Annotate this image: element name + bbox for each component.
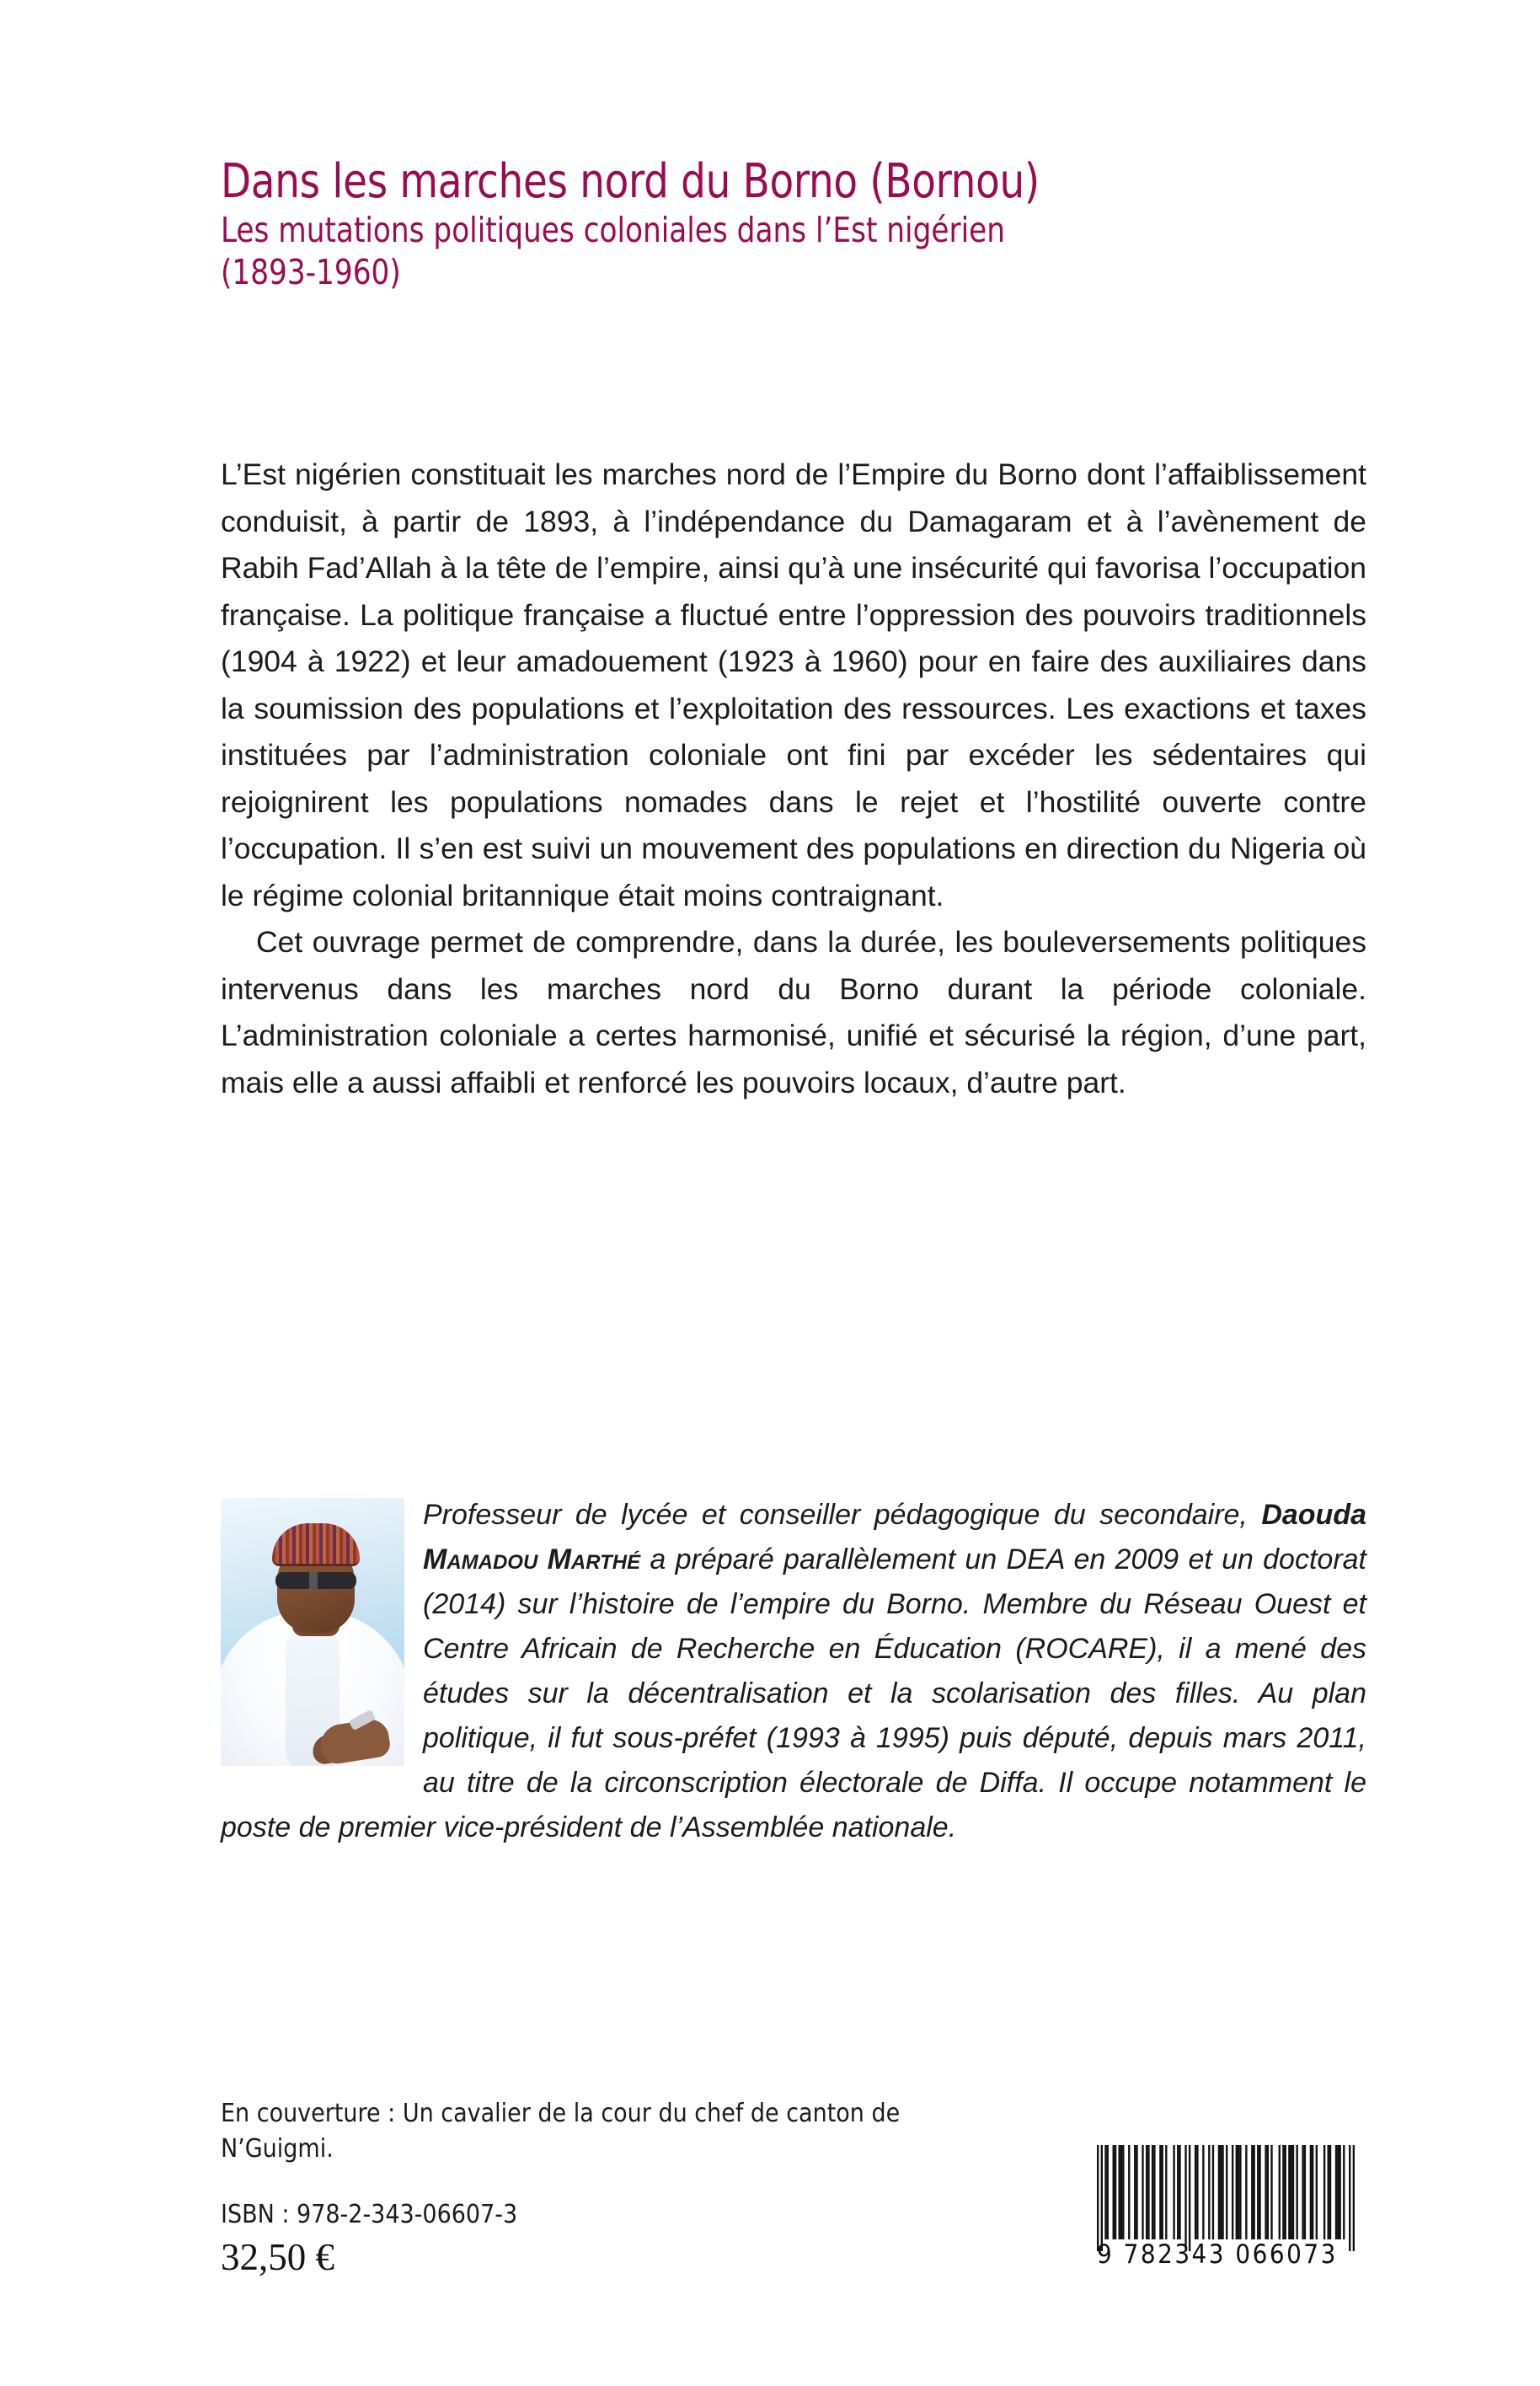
author-bio-rest: a préparé parallèlement un DEA en 2009 et un doctorat (2014) sur l’histoire de l’empire du Borno. Membre du Réseau Ouest et Centre Africain de Recherche en Éducation (ROCARE), il a mené des études sur la décentralisation et la scolarisation des filles. Au plan politique, il fut sous-préfet (1993 à 1995) puis député, depuis mars 2011, au titre de la circonscription électorale de Diffa. Il occupe notamment le poste de premier vice-président de l’Assemblée nationale. xyxy=(221,1543,1367,1843)
barcode xyxy=(1097,2145,1355,2280)
author-bio-intro: Professeur de lycée et conseiller pédagogique du secondaire, xyxy=(423,1499,1262,1531)
portrait-sunglasses xyxy=(275,1572,356,1589)
author-name-smallcaps: Mamadou Marthé xyxy=(423,1543,641,1576)
blurb-paragraph-1: L’Est nigérien constituait les marches nord de l’Empire du Borno dont l’affaiblissement conduisit, à partir de 1893, à l’indépendance du Damagaram et à l’avènement de Rabih Fad’Allah à la tête de l’empire, ainsi qu’à une insécurité qui favorisa l’occupation française. La politique française a fluctué entre l’oppression des pouvoirs traditionnels (1904 à 1922) et leur amadouement (1923 à 1960) pour en faire des auxiliaires dans la soumission des populations et l’exploitation des ressources. Les exactions et taxes instituées par l’administration coloniale ont fini par excéder les sédentaires qui rejoignirent les populations nomades dans le rejet et l’hostilité ouverte contre l’occupation. Il s’en est suivi un mouvement des populations en direction du Nigeria où le régime colonial britannique était moins contraignant. xyxy=(221,457,1366,912)
blurb-paragraph-2: Cet ouvrage permet de comprendre, dans la durée, les bouleversements politiques intervenus dans les marches nord du Borno durant la période coloniale. L’administration coloniale a certes harmonisé, unifié et sécurisé la région, d’une part, mais elle a aussi affaibli et renforcé les pouvoirs locaux, d’autre part. xyxy=(221,925,1366,1099)
barcode-digits: 9 782343 066073 xyxy=(1097,2239,1338,2270)
page-title: Dans les marches nord du Borno (Bornou) xyxy=(221,154,1040,209)
author-biography xyxy=(221,1493,1366,1850)
author-photo xyxy=(221,1498,404,1766)
isbn-text: ISBN : 978-2-343-06607-3 xyxy=(221,2200,518,2229)
page-date-range: (1893-1960) xyxy=(221,251,401,292)
cover-credit: En couverture : Un cavalier de la cour du chef de canton de N’Guigmi. xyxy=(221,2099,901,2164)
barcode-bars xyxy=(1097,2145,1355,2251)
blurb-text xyxy=(221,452,1366,1106)
title-block xyxy=(221,154,1375,293)
author-name: Daouda xyxy=(1261,1499,1366,1531)
price-text: 32,50 € xyxy=(221,2236,334,2278)
portrait-cap xyxy=(272,1523,360,1566)
page-subtitle: Les mutations politiques coloniales dans l’Est nigérien xyxy=(221,209,1005,250)
